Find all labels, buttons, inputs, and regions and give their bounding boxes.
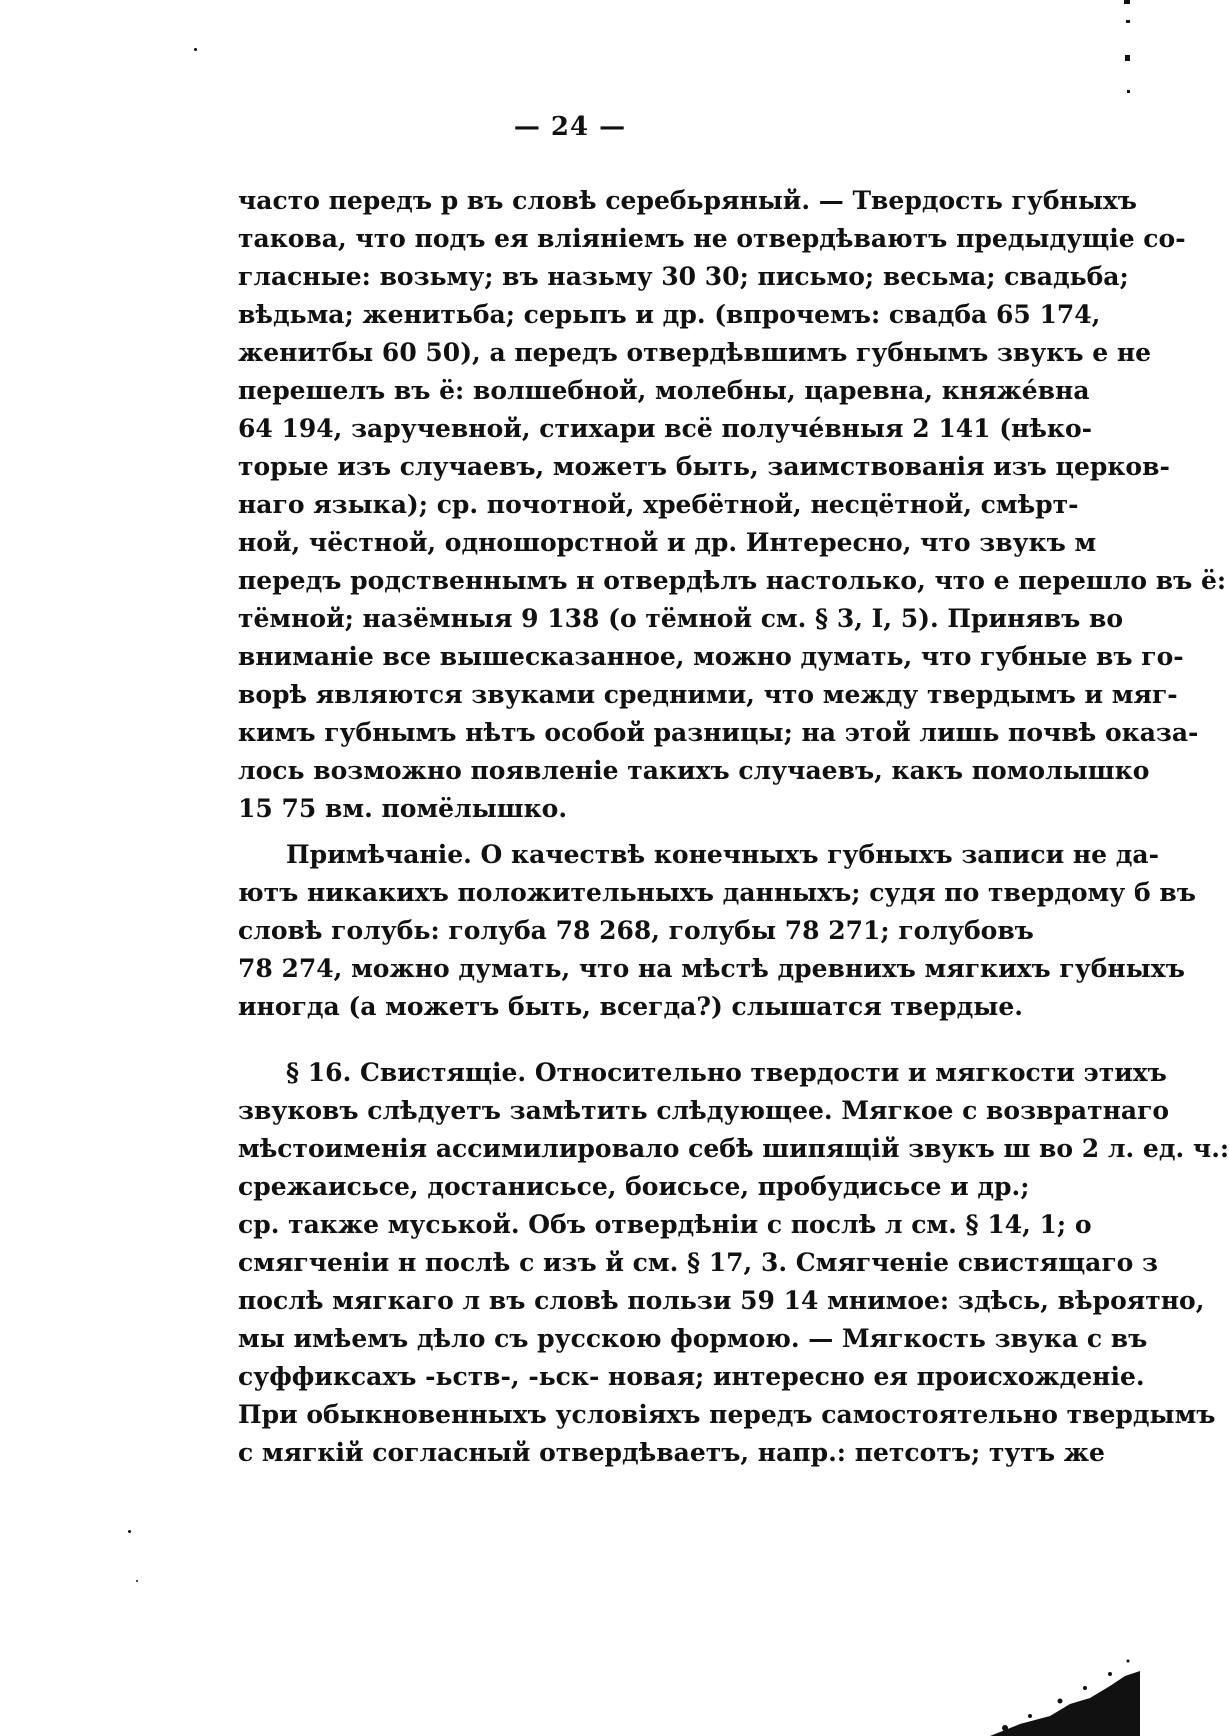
text-line: торые изъ случаевъ, можетъ быть, заимствованія изъ церков- xyxy=(238,452,1170,481)
text-line: Примѣчаніе. О качествѣ конечныхъ губныхъ записи не да- xyxy=(286,840,1159,869)
paragraph-section-16 xyxy=(238,1054,1229,1472)
text-line: мы имѣемъ дѣло съ русскою формою. — Мягкость звука с въ xyxy=(238,1324,1148,1353)
text-line: 15 75 вм. помёлышко. xyxy=(238,794,568,823)
text-line: ср. также муськой. Объ отвердѣніи с послѣ л см. § 14, 1; о xyxy=(238,1210,1092,1239)
text-line: гласные: возьму; въ назьму 30 30; письмо; весьма; свадьба; xyxy=(238,262,1129,291)
text-line: послѣ мягкаго л въ словѣ пользи 59 14 мнимое: здѣсь, вѣроятно, xyxy=(238,1286,1205,1315)
text-line: 78 274, можно думать, что на мѣстѣ древнихъ мягкихъ губныхъ xyxy=(238,954,1185,983)
text-line: иногда (а можетъ быть, всегда?) слышатся твердые. xyxy=(238,992,1023,1021)
text-line: ворѣ являются звуками средними, что между твердымъ и мяг- xyxy=(238,680,1178,709)
text-line: вниманіе все вышесказанное, можно думать, что губные въ го- xyxy=(238,642,1184,671)
text-line: тёмной; назёмныя 9 138 (о тёмной см. § 3, I, 5). Принявъ во xyxy=(238,604,1124,633)
text-line: срежаисьсе, достанисьсе, боисьсе, пробудисьсе и др.; xyxy=(238,1172,1030,1201)
text-line: передъ родственнымъ н отвердѣлъ настолько, что е перешло въ ё: xyxy=(238,566,1227,595)
text-line: часто передъ р въ словѣ серебьряный. — Твердость губныхъ xyxy=(238,186,1137,215)
text-line: При обыкновенныхъ условіяхъ передъ самостоятельно твердымъ xyxy=(238,1400,1216,1429)
scan-speck xyxy=(136,1580,138,1582)
text-line: наго языка); ср. почотной, хребётной, несцётной, смѣрт- xyxy=(238,490,1079,519)
text-line: перешелъ въ ё: волшебной, молебны, царевна, княжéвна xyxy=(238,376,1090,405)
text-line: вѣдьма; женитьба; серьпъ и др. (впрочемъ: свадба 65 174, xyxy=(238,300,1101,329)
text-line: ютъ никакихъ положительныхъ данныхъ; судя по твердому б въ xyxy=(238,878,1196,907)
text-line: такова, что подъ ея вліяніемъ не отвердѣваютъ предыдущіе со- xyxy=(238,224,1186,253)
text-line: словѣ голубь: голуба 78 268, голубы 78 271; голубовъ xyxy=(238,916,1034,945)
text-line: смягченіи н послѣ с изъ й см. § 17, 3. Смягченіе свистящаго з xyxy=(238,1248,1158,1277)
text-line: звуковъ слѣдуетъ замѣтить слѣдующее. Мягкое с возвратнаго xyxy=(238,1096,1170,1125)
scan-speck xyxy=(128,1530,131,1533)
paragraph-note xyxy=(238,836,1196,1026)
text-line: мѣстоименія ассимилировало себѣ шипящій звукъ ш во 2 л. ед. ч.: xyxy=(238,1134,1229,1163)
text-line: суффиксахъ -ьств-, -ьск- новая; интересно ея происхожденіе. xyxy=(238,1362,1145,1391)
text-line: женитбы 60 50), а передъ отвердѣвшимъ губнымъ звукъ е не xyxy=(238,338,1152,367)
text-line: лось возможно появленіе такихъ случаевъ, какъ помолышко xyxy=(238,756,1150,785)
paragraph-labials xyxy=(238,182,1227,828)
text-line: с мягкій согласный отвердѣваетъ, напр.: петсотъ; тутъ же xyxy=(238,1438,1105,1467)
scan-edge-artifact xyxy=(1112,0,1132,120)
text-line: кимъ губнымъ нѣтъ особой разницы; на этой лишь почвѣ оказа- xyxy=(238,718,1199,747)
text-line: 64 194, заручевной, стихари всё получéвныя 2 141 (нѣко- xyxy=(238,414,1093,443)
text-line: § 16. Свистящіе. Относительно твердости и мягкости этихъ xyxy=(286,1058,1167,1087)
scan-speck xyxy=(194,48,197,51)
text-line: ной, чёстной, одношорстной и др. Интересно, что звукъ м xyxy=(238,528,1097,557)
scan-corner-blot xyxy=(960,1646,1140,1736)
page-number: — 24 — xyxy=(513,112,627,142)
